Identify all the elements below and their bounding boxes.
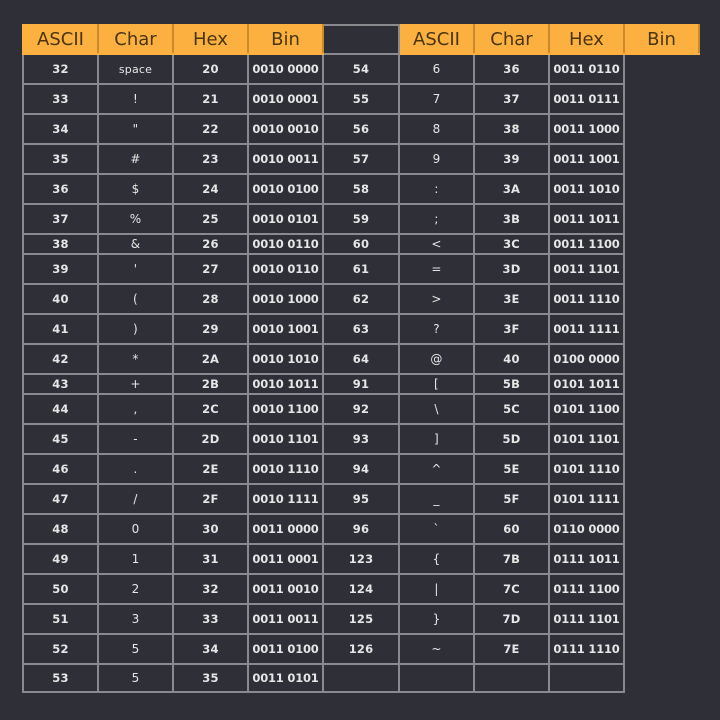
table-row	[23, 374, 699, 394]
left-hex-cell: 21	[173, 84, 248, 114]
left-ascii-cell: 39	[23, 254, 98, 284]
right-char-cell	[399, 664, 474, 692]
right-ascii-cell: 94	[323, 454, 399, 484]
left-char-cell: -	[98, 424, 173, 454]
left-hex-cell: 31	[173, 544, 248, 574]
right-ascii-cell: 123	[323, 544, 399, 574]
left-hex-cell: 23	[173, 144, 248, 174]
right-bin-cell: 0101 1111	[549, 484, 624, 514]
right-bin-cell: 0011 1001	[549, 144, 624, 174]
left-ascii-cell: 34	[23, 114, 98, 144]
left-bin-cell: 0010 1001	[248, 314, 323, 344]
left-char-cell: 1	[98, 544, 173, 574]
right-header-char: Char	[474, 25, 549, 54]
right-bin-cell: 0011 0111	[549, 84, 624, 114]
right-hex-cell: 7C	[474, 574, 549, 604]
left-hex-cell: 25	[173, 204, 248, 234]
right-ascii-cell: 56	[323, 114, 399, 144]
right-char-cell: [	[399, 374, 474, 394]
left-char-cell: 3	[98, 604, 173, 634]
right-hex-cell: 5B	[474, 374, 549, 394]
left-hex-cell: 34	[173, 634, 248, 664]
table-row	[23, 254, 699, 284]
left-hex-cell: 32	[173, 574, 248, 604]
right-bin-cell: 0101 1110	[549, 454, 624, 484]
right-char-cell: 6	[399, 54, 474, 84]
right-hex-cell: 40	[474, 344, 549, 374]
left-bin-cell: 0010 1000	[248, 284, 323, 314]
left-ascii-cell: 48	[23, 514, 98, 544]
left-hex-cell: 26	[173, 234, 248, 254]
left-ascii-cell: 44	[23, 394, 98, 424]
right-ascii-cell: 54	[323, 54, 399, 84]
table-row	[23, 604, 699, 634]
left-ascii-cell: 36	[23, 174, 98, 204]
left-char-cell: 2	[98, 574, 173, 604]
left-char-cell: %	[98, 204, 173, 234]
left-char-cell: 5	[98, 664, 173, 692]
left-bin-cell: 0010 1011	[248, 374, 323, 394]
left-ascii-cell: 53	[23, 664, 98, 692]
left-hex-cell: 2D	[173, 424, 248, 454]
left-char-cell: ,	[98, 394, 173, 424]
left-char-cell: $	[98, 174, 173, 204]
right-char-cell: \	[399, 394, 474, 424]
left-ascii-cell: 52	[23, 634, 98, 664]
right-ascii-cell: 91	[323, 374, 399, 394]
left-char-cell: (	[98, 284, 173, 314]
left-bin-cell: 0011 0001	[248, 544, 323, 574]
left-bin-cell: 0010 0000	[248, 54, 323, 84]
right-hex-cell: 39	[474, 144, 549, 174]
left-ascii-cell: 43	[23, 374, 98, 394]
table-row	[23, 174, 699, 204]
left-bin-cell: 0010 0110	[248, 234, 323, 254]
left-char-cell: "	[98, 114, 173, 144]
right-char-cell: ]	[399, 424, 474, 454]
right-hex-cell: 60	[474, 514, 549, 544]
left-char-cell: /	[98, 484, 173, 514]
left-ascii-cell: 38	[23, 234, 98, 254]
right-ascii-cell: 55	[323, 84, 399, 114]
right-char-cell: `	[399, 514, 474, 544]
table-row	[23, 314, 699, 344]
left-header-char: Char	[98, 25, 173, 54]
left-bin-cell: 0011 0010	[248, 574, 323, 604]
left-bin-cell: 0010 0011	[248, 144, 323, 174]
right-bin-cell: 0101 1101	[549, 424, 624, 454]
left-bin-cell: 0011 0011	[248, 604, 323, 634]
table-row	[23, 574, 699, 604]
left-char-cell: #	[98, 144, 173, 174]
table-row	[23, 634, 699, 664]
table-row	[23, 114, 699, 144]
right-ascii-cell: 62	[323, 284, 399, 314]
left-char-cell: '	[98, 254, 173, 284]
left-hex-cell: 29	[173, 314, 248, 344]
left-char-cell: *	[98, 344, 173, 374]
right-ascii-cell: 124	[323, 574, 399, 604]
right-char-cell: <	[399, 234, 474, 254]
ascii-reference-chart	[22, 24, 698, 692]
left-ascii-cell: 33	[23, 84, 98, 114]
left-char-cell: )	[98, 314, 173, 344]
left-hex-cell: 2B	[173, 374, 248, 394]
right-hex-cell: 3D	[474, 254, 549, 284]
right-header-bin: Bin	[624, 25, 699, 54]
right-hex-cell: 36	[474, 54, 549, 84]
left-header-hex: Hex	[173, 25, 248, 54]
left-hex-cell: 35	[173, 664, 248, 692]
right-hex-cell: 3C	[474, 234, 549, 254]
left-hex-cell: 20	[173, 54, 248, 84]
right-hex-cell: 5E	[474, 454, 549, 484]
left-header-bin: Bin	[248, 25, 323, 54]
right-hex-cell: 3A	[474, 174, 549, 204]
right-char-cell: 9	[399, 144, 474, 174]
left-char-cell: &	[98, 234, 173, 254]
right-bin-cell: 0011 1010	[549, 174, 624, 204]
right-ascii-cell: 61	[323, 254, 399, 284]
right-bin-cell: 0111 1100	[549, 574, 624, 604]
center-gap-column	[323, 25, 399, 54]
right-bin-cell: 0111 1101	[549, 604, 624, 634]
left-bin-cell: 0010 0101	[248, 204, 323, 234]
right-hex-cell: 37	[474, 84, 549, 114]
right-hex-cell: 3E	[474, 284, 549, 314]
right-hex-cell: 38	[474, 114, 549, 144]
left-bin-cell: 0010 0010	[248, 114, 323, 144]
table-row	[23, 204, 699, 234]
right-bin-cell: 0110 0000	[549, 514, 624, 544]
left-ascii-cell: 32	[23, 54, 98, 84]
left-hex-cell: 24	[173, 174, 248, 204]
right-bin-cell: 0011 0110	[549, 54, 624, 84]
left-ascii-cell: 47	[23, 484, 98, 514]
left-hex-cell: 27	[173, 254, 248, 284]
left-bin-cell: 0010 1111	[248, 484, 323, 514]
left-header-ascii: ASCII	[23, 25, 98, 54]
left-ascii-cell: 46	[23, 454, 98, 484]
table-row	[23, 514, 699, 544]
header-row	[23, 25, 699, 54]
left-hex-cell: 2E	[173, 454, 248, 484]
right-char-cell: ;	[399, 204, 474, 234]
right-ascii-cell	[323, 664, 399, 692]
table-row	[23, 454, 699, 484]
right-ascii-cell: 60	[323, 234, 399, 254]
right-char-cell: }	[399, 604, 474, 634]
right-char-cell: {	[399, 544, 474, 574]
right-ascii-cell: 63	[323, 314, 399, 344]
right-bin-cell: 0011 1100	[549, 234, 624, 254]
left-hex-cell: 28	[173, 284, 248, 314]
right-hex-cell: 5D	[474, 424, 549, 454]
left-ascii-cell: 35	[23, 144, 98, 174]
left-bin-cell: 0010 0001	[248, 84, 323, 114]
left-bin-cell: 0010 1010	[248, 344, 323, 374]
right-char-cell: ?	[399, 314, 474, 344]
right-hex-cell: 7D	[474, 604, 549, 634]
left-ascii-cell: 40	[23, 284, 98, 314]
right-bin-cell: 0011 1000	[549, 114, 624, 144]
table-row	[23, 344, 699, 374]
left-char-cell: !	[98, 84, 173, 114]
right-bin-cell: 0011 1110	[549, 284, 624, 314]
right-ascii-cell: 58	[323, 174, 399, 204]
left-hex-cell: 22	[173, 114, 248, 144]
right-bin-cell: 0011 1111	[549, 314, 624, 344]
ascii-table	[22, 24, 700, 693]
right-ascii-cell: 92	[323, 394, 399, 424]
table-row	[23, 84, 699, 114]
left-char-cell: space	[98, 54, 173, 84]
right-hex-cell: 5C	[474, 394, 549, 424]
right-bin-cell: 0111 1011	[549, 544, 624, 574]
right-char-cell: =	[399, 254, 474, 284]
right-ascii-cell: 59	[323, 204, 399, 234]
left-bin-cell: 0010 1110	[248, 454, 323, 484]
right-ascii-cell: 96	[323, 514, 399, 544]
right-char-cell: :	[399, 174, 474, 204]
right-char-cell: ~	[399, 634, 474, 664]
left-bin-cell: 0011 0000	[248, 514, 323, 544]
right-ascii-cell: 93	[323, 424, 399, 454]
left-ascii-cell: 42	[23, 344, 98, 374]
right-hex-cell	[474, 664, 549, 692]
table-row	[23, 54, 699, 84]
table-row	[23, 544, 699, 574]
right-bin-cell: 0111 1110	[549, 634, 624, 664]
right-header-hex: Hex	[549, 25, 624, 54]
table-row	[23, 284, 699, 314]
left-bin-cell: 0010 1100	[248, 394, 323, 424]
right-bin-cell: 0101 1011	[549, 374, 624, 394]
right-char-cell: @	[399, 344, 474, 374]
left-ascii-cell: 51	[23, 604, 98, 634]
right-bin-cell: 0100 0000	[549, 344, 624, 374]
left-char-cell: .	[98, 454, 173, 484]
left-hex-cell: 33	[173, 604, 248, 634]
left-char-cell: 5	[98, 634, 173, 664]
right-hex-cell: 3B	[474, 204, 549, 234]
left-bin-cell: 0010 0100	[248, 174, 323, 204]
right-ascii-cell: 57	[323, 144, 399, 174]
left-hex-cell: 30	[173, 514, 248, 544]
right-ascii-cell: 125	[323, 604, 399, 634]
right-char-cell: 8	[399, 114, 474, 144]
right-char-cell: ^	[399, 454, 474, 484]
table-row	[23, 424, 699, 454]
right-hex-cell: 3F	[474, 314, 549, 344]
left-hex-cell: 2C	[173, 394, 248, 424]
right-hex-cell: 5F	[474, 484, 549, 514]
table-row	[23, 234, 699, 254]
right-char-cell: 7	[399, 84, 474, 114]
left-ascii-cell: 41	[23, 314, 98, 344]
right-bin-cell	[549, 664, 624, 692]
right-hex-cell: 7B	[474, 544, 549, 574]
right-char-cell: |	[399, 574, 474, 604]
right-header-ascii: ASCII	[399, 25, 474, 54]
left-ascii-cell: 45	[23, 424, 98, 454]
left-hex-cell: 2F	[173, 484, 248, 514]
table-row	[23, 144, 699, 174]
table-row	[23, 484, 699, 514]
right-ascii-cell: 126	[323, 634, 399, 664]
left-char-cell: +	[98, 374, 173, 394]
left-ascii-cell: 49	[23, 544, 98, 574]
table-body	[23, 54, 699, 692]
left-bin-cell: 0011 0101	[248, 664, 323, 692]
left-char-cell: 0	[98, 514, 173, 544]
table-row	[23, 394, 699, 424]
left-bin-cell: 0010 1101	[248, 424, 323, 454]
right-ascii-cell: 64	[323, 344, 399, 374]
left-ascii-cell: 37	[23, 204, 98, 234]
right-bin-cell: 0011 1101	[549, 254, 624, 284]
left-ascii-cell: 50	[23, 574, 98, 604]
right-hex-cell: 7E	[474, 634, 549, 664]
right-ascii-cell: 95	[323, 484, 399, 514]
left-bin-cell: 0011 0100	[248, 634, 323, 664]
table-row	[23, 664, 699, 692]
right-char-cell: _	[399, 484, 474, 514]
right-char-cell: >	[399, 284, 474, 314]
left-hex-cell: 2A	[173, 344, 248, 374]
right-bin-cell: 0011 1011	[549, 204, 624, 234]
right-bin-cell: 0101 1100	[549, 394, 624, 424]
left-bin-cell: 0010 0110	[248, 254, 323, 284]
